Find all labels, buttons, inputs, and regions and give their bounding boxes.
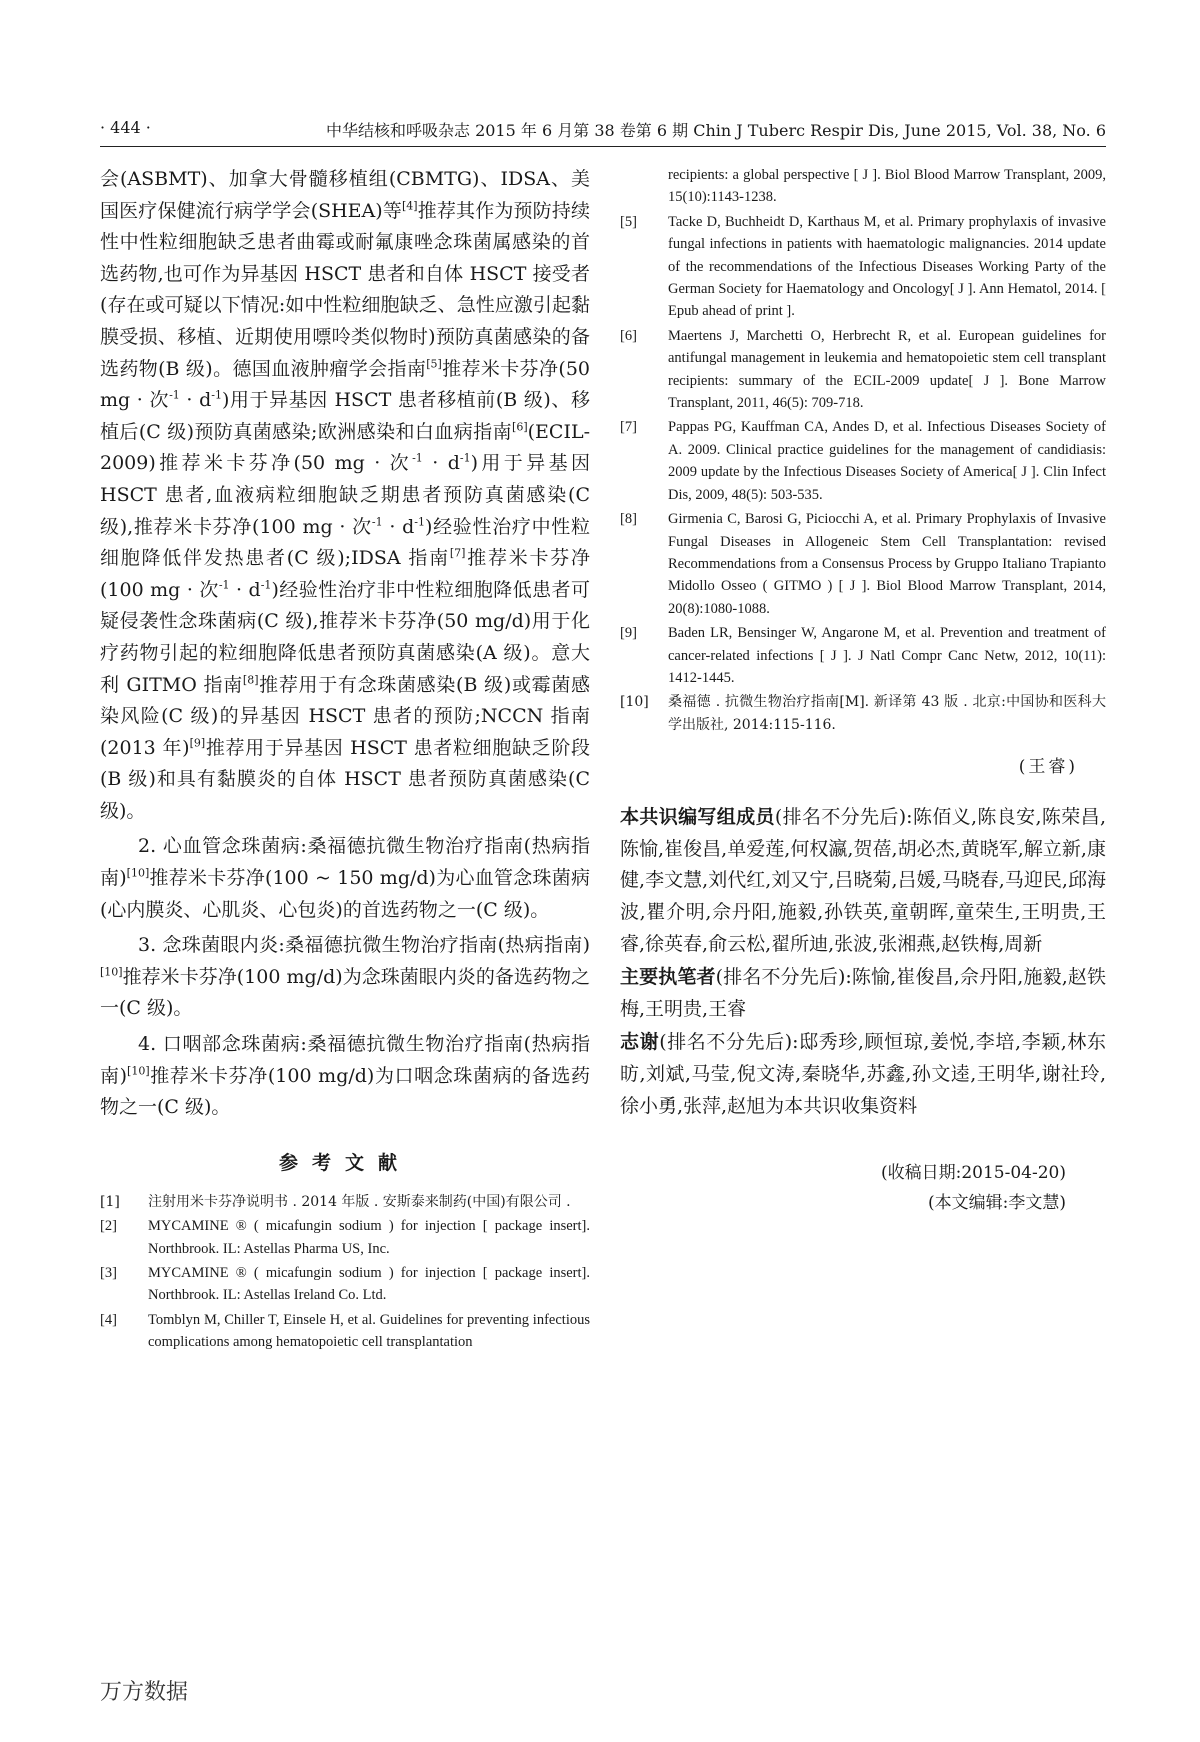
citation-superscript: -1: [414, 515, 425, 529]
acknowledgements: [620, 1027, 1106, 1122]
text-run: 推荐米卡芬净(100 mg/d)为念珠菌眼内炎的备选药物之一(C 级)。: [100, 965, 590, 1020]
reference-text: Girmenia C, Barosi G, Piciocchi A, et al. Primary Prophylaxis of Invasive Fungal Diseases in Allogeneic Stem Cell Transplantation: revised Recommendations from a Consensus Process by Gruppo Italiano Trapianto Midollo Osseo ( GITMO ) [ J ]. Biol Blood Marrow Transplant, 2014, 20(8):1080-1088.: [668, 511, 1106, 617]
reference-list-right: [620, 211, 1106, 736]
paragraph-cardiovascular: [100, 831, 590, 926]
reference-text: 桑福德 . 抗微生物治疗指南[M]. 新译第 43 版 . 北京:中国协和医科大学出版社, 2014:115-116.: [668, 694, 1106, 733]
paragraph-endophthalmitis: [100, 930, 590, 1025]
received-date: (收稿日期:2015-04-20): [880, 1163, 1066, 1184]
authors-text: (排名不分先后):陈愉,崔俊昌,佘丹阳,施毅,赵铁梅,王明贵,王睿: [620, 966, 1106, 1020]
reference-item: [100, 1215, 590, 1260]
reference-number: [9]: [620, 625, 637, 642]
reference-text: Tomblyn M, Chiller T, Einsele H, et al. Guidelines for preventing infectious complications among hematopoietic cell transplantation: [148, 1311, 590, 1351]
main-authors: [620, 962, 1106, 1025]
text-run: · d: [179, 389, 212, 412]
text-run: 推荐用于异基因 HSCT 患者粒细胞缺乏阶段(B 级)和具有黏膜炎的自体 HSCT 患者预防真菌感染(C 级)。: [100, 736, 590, 822]
reference-item: [620, 691, 1106, 736]
reference-item: [100, 1309, 590, 1354]
text-run: 4. 口咽部念珠菌病:桑福德抗微生物治疗指南(热病指南): [100, 1033, 590, 1087]
paragraph-oropharyngeal: [100, 1029, 590, 1124]
citation-superscript: [7]: [449, 546, 466, 560]
citation-superscript: -1: [169, 388, 180, 402]
left-column: [100, 164, 590, 1356]
citation-superscript: [6]: [512, 420, 528, 434]
reference-number: [7]: [620, 419, 637, 436]
text-run: 推荐米卡芬净(50 mg · 次: [100, 357, 591, 412]
editor-note: (本文编辑:李文慧): [928, 1193, 1066, 1214]
page-number: · 444 ·: [100, 118, 151, 137]
reference-text: Maertens J, Marchetti O, Herbrecht R, et al. European guidelines for antifungal management in leukemia and hematopoietic stem cell transplant recipients: summary of the ECIL-2009 update[ J ]. Bone Marrow Transplant, 2011, 46(5): 709-718.: [668, 327, 1106, 412]
members-label: 本共识编写组成员: [620, 806, 775, 829]
authors-label: 主要执笔者: [620, 966, 716, 989]
reference-text: Baden LR, Bensinger W, Angarone M, et al. Prevention and treatment of cancer-related infections [ J ]. J Natl Compr Canc Netw, 2012, 10(11): 1412-1445.: [668, 625, 1106, 686]
references-heading: 参考文献: [278, 1151, 411, 1174]
running-header: [100, 112, 1106, 147]
thanks-label: 志谢: [620, 1031, 660, 1054]
text-run: 推荐米卡芬净(100 mg/d)为口咽念珠菌病的备选药物之一(C 级)。: [100, 1064, 591, 1119]
citation-superscript: [9]: [189, 736, 206, 750]
citation-superscript: [4]: [402, 199, 418, 213]
text-run: 2. 心血管念珠菌病:桑福德抗微生物治疗指南(热病指南): [100, 835, 590, 890]
members-text: (排名不分先后):陈佰义,陈良安,陈荣昌,陈愉,崔俊昌,单爱莲,何权瀛,贺蓓,胡必杰,黄晓军,解立新,康健,李文慧,刘代红,刘又宁,吕晓菊,吕媛,马晓春,马迎民,邱海波,瞿介明,佘丹阳,施毅,孙铁英,童朝晖,童荣生,王明贵,王睿,徐英春,俞云松,翟所迪,张波,张湘燕,赵铁梅,周新: [620, 806, 1106, 955]
reference-text: MYCAMINE ® ( micafungin sodium ) for injection [ package insert]. Northbrook. IL: Astellas Ireland Co. Ltd.: [148, 1265, 590, 1304]
citation-superscript: -1: [211, 388, 222, 402]
reference-number: [2]: [100, 1218, 117, 1235]
citation-superscript: [10]: [100, 965, 123, 979]
reference-text: Pappas PG, Kauffman CA, Andes D, et al. Infectious Diseases Society of A. 2009. Clinical practice guidelines for the management of candidiasis: 2009 update by the Infectious Diseases Society of America[ J ]. Clin Infect Dis, 2009, 48(5): 503-535.: [668, 419, 1106, 503]
citation-superscript: [8]: [242, 673, 259, 687]
reference-number: [10]: [620, 694, 649, 711]
text-run: 3. 念珠菌眼内炎:桑福德抗微生物治疗指南(热病指南): [138, 934, 590, 957]
citation-superscript: [10]: [127, 1064, 150, 1078]
journal-citation: 中华结核和呼吸杂志 2015 年 6 月第 38 卷第 6 期 Chin J Tuberc Respir Dis, June 2015, Vol. 38, No. 6: [325, 121, 1106, 140]
text-run: 推荐米卡芬净(100 ~ 150 mg/d)为心血管念珠菌病(心内膜炎、心肌炎、心包炎)的首选药物之一(C 级)。: [100, 867, 590, 921]
citation-superscript: -1: [260, 578, 272, 592]
text-run: 推荐用于有念珠菌感染(B 级)或霉菌感染风险(C 级)的异基因 HSCT 患者的预防;NCCN 指南(2013 年): [100, 673, 591, 759]
text-run: )经验性治疗非中性粒细胞降低患者可疑侵袭性念珠菌病(C 级),推荐米卡芬净(50 mg/d)用于化疗药物引起的粒细胞降低患者预防真菌感染(A 级)。意大利 GITMO 指南: [100, 578, 591, 696]
article-dates: [620, 1158, 1106, 1218]
paragraph-guidelines: [100, 164, 590, 827]
reference-item: [620, 508, 1106, 620]
text-run: 推荐其作为预防持续性中性粒细胞缺乏患者曲霉或耐氟康唑念珠菌属感染的首选药物,也可作为异基因 HSCT 患者和自体 HSCT 接受者(存在或可疑以下情况:如中性粒细胞缺乏、急性应激引起黏膜受损、移植、近期使用嘌呤类似物时)预防真菌感染的备选药物(B 级)。德国血液肿瘤学会指南: [100, 199, 590, 380]
citation-superscript: -1: [412, 452, 423, 466]
citation-superscript: -1: [459, 452, 471, 466]
citation-superscript: -1: [371, 515, 383, 529]
citation-superscript: [5]: [426, 357, 442, 371]
section-editor: (王睿): [1018, 757, 1078, 778]
reference-item: [100, 1262, 590, 1307]
thanks-text: (排名不分先后):邸秀珍,顾恒琼,姜悦,李培,李颖,林东昉,刘斌,马莹,倪文涛,秦晓华,苏鑫,孙文逵,王明华,谢社玲,徐小勇,张萍,赵旭为本共识收集资料: [620, 1031, 1106, 1117]
reference-item: [100, 1191, 590, 1213]
reference-item: [620, 622, 1106, 689]
reference-text: 注射用米卡芬净说明书 . 2014 年版 . 安斯泰来制药(中国)有限公司 .: [148, 1193, 571, 1210]
text-run: · d: [382, 515, 415, 538]
reference-item-continued: recipients: a global perspective [ J ]. Biol Blood Marrow Transplant, 2009, 15(10):1143-1238.: [668, 167, 1106, 206]
reference-number: [4]: [100, 1311, 117, 1328]
text-run: )用于异基因 HSCT 患者,血液病粒细胞缺乏期患者预防真菌感染(C 级),推荐米卡芬净(100 mg · 次: [100, 452, 590, 538]
text-run: )用于异基因 HSCT 患者移植前(B 级)、移植后(C 级)预防真菌感染;欧洲感染和白血病指南: [100, 389, 590, 443]
citation-superscript: -1: [218, 578, 230, 592]
text-run: · d: [422, 452, 460, 475]
reference-number: [1]: [100, 1193, 120, 1210]
reference-item: [620, 325, 1106, 415]
reference-number: [8]: [620, 511, 637, 528]
text-run: )经验性治疗中性粒细胞降低伴发热患者(C 级);IDSA 指南: [100, 515, 591, 570]
text-run: 会(ASBMT)、加拿大骨髓移植组(CBMTG)、IDSA、美国医疗保健流行病学学会(SHEA)等: [100, 168, 590, 222]
reference-list-left: [100, 1191, 590, 1354]
reference-item: [620, 416, 1106, 506]
reference-number: [3]: [100, 1265, 117, 1282]
consensus-members: [620, 802, 1106, 960]
reference-text: MYCAMINE ® ( micafungin sodium ) for injection [ package insert]. Northbrook. IL: Astellas Pharma US, Inc.: [148, 1218, 590, 1257]
reference-item: [620, 211, 1106, 323]
citation-superscript: [10]: [126, 866, 150, 880]
watermark-text: 万方数据: [100, 1680, 189, 1705]
text-run: 推荐米卡芬净(100 mg · 次: [100, 547, 590, 601]
text-run: (ECIL-2009)推荐米卡芬净(50 mg · 次: [100, 420, 590, 475]
right-column: [620, 164, 1106, 1218]
reference-number: [6]: [620, 327, 637, 344]
reference-text: Tacke D, Buchheidt D, Karthaus M, et al. Primary prophylaxis of invasive fungal infections in patients with haematologic malignancies. 2014 update of the recommendations of the Infectious Diseases Working Party of the German Society for Haematology and Oncology[ J ]. Ann Hematol, 2014. [ Epub ahead of print ].: [668, 213, 1106, 320]
text-run: · d: [229, 578, 261, 601]
reference-number: [5]: [620, 213, 637, 230]
